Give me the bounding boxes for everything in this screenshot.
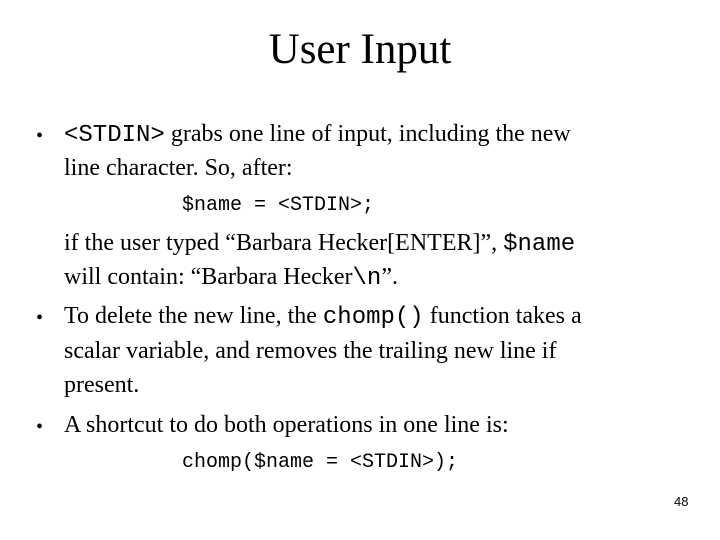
bullet-1-line-1	[64, 120, 571, 150]
continuation-text-2b: ”.	[381, 264, 398, 290]
bullet-3-line-1: A shortcut to do both operations in one line is:	[64, 412, 509, 438]
bullet-2-text-1: To delete the new line, the	[64, 303, 323, 329]
newline-code: \n	[352, 265, 382, 292]
slide-title: User Input	[268, 26, 452, 73]
bullet-1-line-2: line character. So, after:	[64, 155, 293, 181]
code-example-2: chomp($name = <STDIN>);	[182, 451, 459, 474]
name-variable-code: $name	[503, 231, 576, 258]
continuation-line-2	[64, 263, 398, 293]
bullet-2-line-1	[64, 302, 582, 332]
continuation-text-1: if the user typed “Barbara Hecker[ENTER]”,	[64, 230, 504, 256]
chomp-code: chomp()	[322, 304, 424, 331]
bullet-2-line-2: scalar variable, and removes the trailing new line if	[64, 338, 557, 364]
stdin-code: <STDIN>	[64, 122, 165, 149]
bullet-marker-1: •	[36, 125, 44, 147]
page-number: 48	[674, 494, 689, 509]
bullet-marker-3: •	[36, 416, 44, 438]
bullet-2-text-1b: function takes a	[423, 303, 582, 329]
code-example-1: $name = <STDIN>;	[182, 194, 375, 217]
continuation-line-1	[64, 229, 575, 259]
bullet-1-text-1: grabs one line of input, including the new	[164, 121, 571, 147]
bullet-2-line-3: present.	[64, 372, 140, 398]
bullet-marker-2: •	[36, 307, 44, 329]
continuation-text-2a: will contain: “Barbara Hecker	[64, 264, 353, 290]
